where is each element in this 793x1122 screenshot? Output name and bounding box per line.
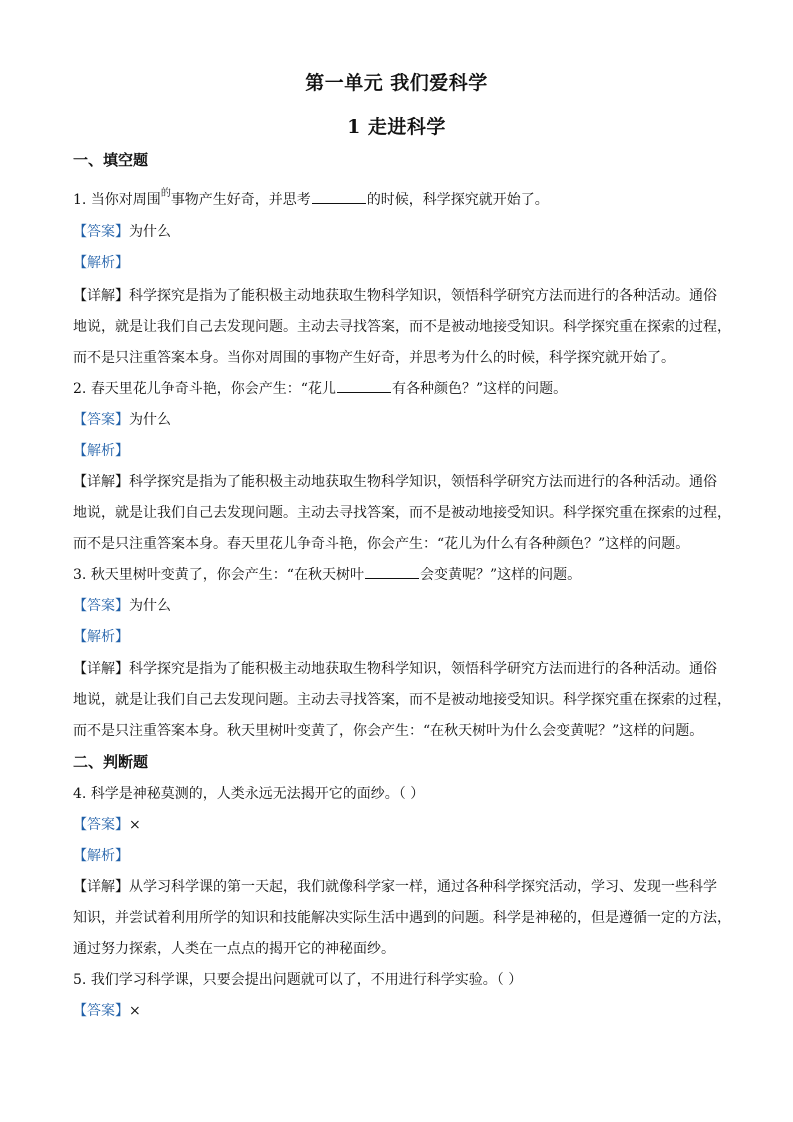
superscript-char: 的: [160, 188, 171, 199]
answer-value: 为什么: [129, 412, 171, 428]
question-text-post: 会变黄呢？”这样的问题。: [419, 567, 582, 583]
question-5: [73, 970, 723, 990]
detail-text: 科学探究是指为了能积极主动地获取生物科学知识，领悟科学研究方法而进行的各种活动。通俗: [129, 288, 717, 304]
analysis-tag: 【解析】: [73, 848, 129, 864]
answer-blank: [337, 380, 391, 393]
answer-value: ×: [129, 817, 141, 833]
question-2: [73, 379, 723, 399]
answer-row: [73, 1001, 723, 1021]
section-fill-blank-heading: 一、填空题: [73, 151, 149, 169]
answer-tag: 【答案】: [73, 817, 129, 833]
answer-blank: [312, 191, 366, 204]
detail-line: 通过努力探索，人类在一点点的揭开它的神秘面纱。: [73, 941, 395, 957]
answer-tag: 【答案】: [73, 412, 129, 428]
analysis-row: [73, 846, 723, 866]
detail-line: 而不是只注重答案本身。春天里花儿争奇斗艳，你会产生：“花儿为什么有各种颜色？”这样的问题。: [73, 536, 690, 552]
detail-line: 而不是只注重答案本身。秋天里树叶变黄了，你会产生：“在秋天树叶为什么会变黄呢？”这样的问题。: [73, 723, 704, 739]
analysis-tag: 【解析】: [73, 443, 129, 459]
detail-line: 知识，并尝试着利用所学的知识和技能解决实际生活中遇到的问题。科学是神秘的，但是遵循一定的方法，: [73, 910, 731, 926]
answer-tag: 【答案】: [73, 1003, 129, 1019]
unit-title: 第一单元 我们爱科学: [305, 72, 488, 94]
detail-text: 科学探究是指为了能积极主动地获取生物科学知识，领悟科学研究方法而进行的各种活动。通俗: [129, 474, 717, 490]
answer-row: [73, 222, 723, 242]
detail-text: 从学习科学课的第一天起，我们就像科学家一样，通过各种科学探究活动，学习、发现一些科学: [129, 879, 717, 895]
detail-tag: 【详解】: [73, 879, 129, 895]
question-text: 科学是神秘莫测的，人类永远无法揭开它的面纱。（ ）: [90, 786, 425, 802]
question-text-pre: 春天里花儿争奇斗艳，你会产生：“花儿: [90, 381, 336, 397]
analysis-tag: 【解析】: [73, 629, 129, 645]
lesson-title: 1 走进科学: [347, 116, 446, 138]
question-text-post: 的时候，科学探究就开始了。: [366, 192, 549, 208]
answer-value: ×: [129, 1003, 141, 1019]
answer-value: 为什么: [129, 224, 171, 240]
question-number: 3.: [73, 567, 87, 583]
question-3: [73, 565, 723, 585]
detail-tag: 【详解】: [73, 288, 129, 304]
question-text: 我们学习科学课，只要会提出问题就可以了，不用进行科学实验。（ ）: [90, 972, 523, 988]
answer-tag: 【答案】: [73, 598, 129, 614]
detail-line: 而不是只注重答案本身。当你对周围的事物产生好奇，并思考为什么的时候，科学探究就开始了。: [73, 350, 675, 366]
detail-line: [73, 659, 723, 679]
detail-line: [73, 877, 723, 897]
question-1: [73, 190, 723, 212]
question-number: 2.: [73, 381, 87, 397]
section-judgement-heading: 二、判断题: [73, 753, 149, 771]
answer-row: [73, 596, 723, 616]
question-4: [73, 784, 723, 804]
question-number: 1.: [73, 192, 87, 208]
answer-row: [73, 815, 723, 835]
answer-tag: 【答案】: [73, 224, 129, 240]
answer-row: [73, 410, 723, 430]
question-number: 4.: [73, 786, 87, 802]
question-text-pre: 当你对周围: [90, 192, 161, 208]
detail-line: 地说，就是让我们自己去发现问题。主动去寻找答案，而不是被动地接受知识。科学探究重在探索的过程，: [73, 319, 731, 335]
detail-line: 地说，就是让我们自己去发现问题。主动去寻找答案，而不是被动地接受知识。科学探究重在探索的过程，: [73, 505, 731, 521]
answer-value: 为什么: [129, 598, 171, 614]
detail-text: 科学探究是指为了能积极主动地获取生物科学知识，领悟科学研究方法而进行的各种活动。通俗: [129, 661, 717, 677]
analysis-row: [73, 627, 723, 647]
answer-blank: [365, 566, 419, 579]
analysis-row: [73, 253, 723, 273]
detail-line: 地说，就是让我们自己去发现问题。主动去寻找答案，而不是被动地接受知识。科学探究重在探索的过程，: [73, 692, 731, 708]
question-text-pre: 秋天里树叶变黄了，你会产生：“在秋天树叶: [90, 567, 364, 583]
analysis-row: [73, 441, 723, 461]
question-text-mid: 事物产生好奇，并思考: [170, 192, 311, 208]
detail-tag: 【详解】: [73, 661, 129, 677]
question-text-post: 有各种颜色？”这样的问题。: [391, 381, 568, 397]
detail-line: [73, 286, 723, 306]
question-number: 5.: [73, 972, 87, 988]
detail-line: [73, 472, 723, 492]
detail-tag: 【详解】: [73, 474, 129, 490]
analysis-tag: 【解析】: [73, 255, 129, 271]
